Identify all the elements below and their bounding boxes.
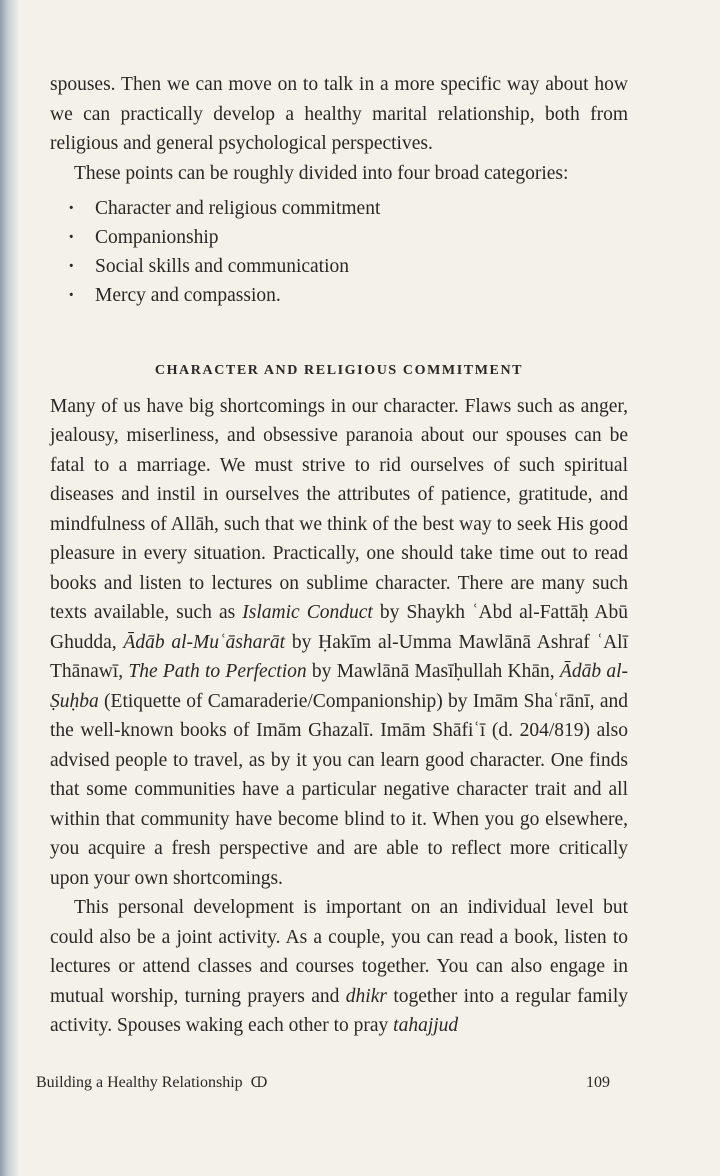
list-item: · Mercy and compassion. <box>68 281 628 310</box>
page-number: 109 <box>586 1074 610 1091</box>
ornament-icon: ↀ <box>250 1075 265 1091</box>
book-spine-shadow <box>0 0 18 1176</box>
book-title: Ādāb al-Ṣuḥba <box>50 661 628 712</box>
running-title: Building a Healthy Relationship <box>36 1074 243 1091</box>
arabic-term: tahajjud <box>393 1015 459 1036</box>
arabic-term: dhikr <box>345 985 387 1007</box>
categories-intro: These points can be roughly divided into four broad categories: <box>74 162 569 184</box>
book-title: Ādāb al-Muʿāsharāt <box>123 631 286 653</box>
list-item: · Character and religious commitment <box>68 194 628 223</box>
development-paragraph <box>50 893 628 1041</box>
text-run: This personal development is important on an individual level but could also be a joint activity. As a couple, you can read a book, listen to lectures or attend classes and courses together. You can also engage in mutual worship, turning prayers and <box>50 897 628 1007</box>
book-title: Islamic Conduct <box>242 602 373 623</box>
category-list <box>50 194 628 310</box>
text-run: Many of us have big shortcomings in our character. Flaws such as anger, jealousy, miserliness, and obsessive paranoia about our spouses can be fatal to a marriage. We must strive to rid ourselves of such spiritual diseases and instil in ourselves the attributes of patience, gratitude, and mindfulness of Allāh, such that we think of the best way to seek His good pleasure in every situation. Practically, one should take time out to read books and listen to lectures on sublime character. There are many such texts available, such as <box>50 395 628 623</box>
book-title: The Path to Perfection <box>128 661 307 682</box>
character-paragraph <box>50 392 628 894</box>
page-footer <box>36 1074 610 1092</box>
page-body <box>50 70 628 1041</box>
section-heading: CHARACTER AND RELIGIOUS COMMITMENT <box>154 363 524 378</box>
running-footer <box>36 1074 265 1092</box>
text-run: (Etiquette of Camaraderie/Companionship) by Imām Shaʿrānī, and the well-known books of Imām Ghazalī. Imām Shāfiʿī (d. 204/819) also advised people to travel, as by it you can learn good character. One finds that some communities have a particular negative character trait and all within that community have become blind to it. When you go elsewhere, you acquire a fresh perspective and are able to reflect more critically upon your own shortcomings. <box>50 690 628 889</box>
text-run: together into a regular family activity. Spouses waking each other to pray <box>50 985 628 1036</box>
text-run: by Mawlānā Masīḥullah Khān, <box>306 661 560 682</box>
intro-paragraph: spouses. Then we can move on to talk in a more specific way about how we can practically develop a healthy marital relationship, both from religious and general psychological perspectives. <box>50 74 628 154</box>
text-run: by Ḥakīm al-Umma Mawlānā Ashraf ʿAlī Thānawī, <box>50 631 628 682</box>
list-item: · Social skills and communication <box>68 252 628 281</box>
text-run: by Shaykh ʿAbd al-Fattāḥ Abū Ghudda, <box>50 602 629 653</box>
list-item: · Companionship <box>68 223 628 252</box>
